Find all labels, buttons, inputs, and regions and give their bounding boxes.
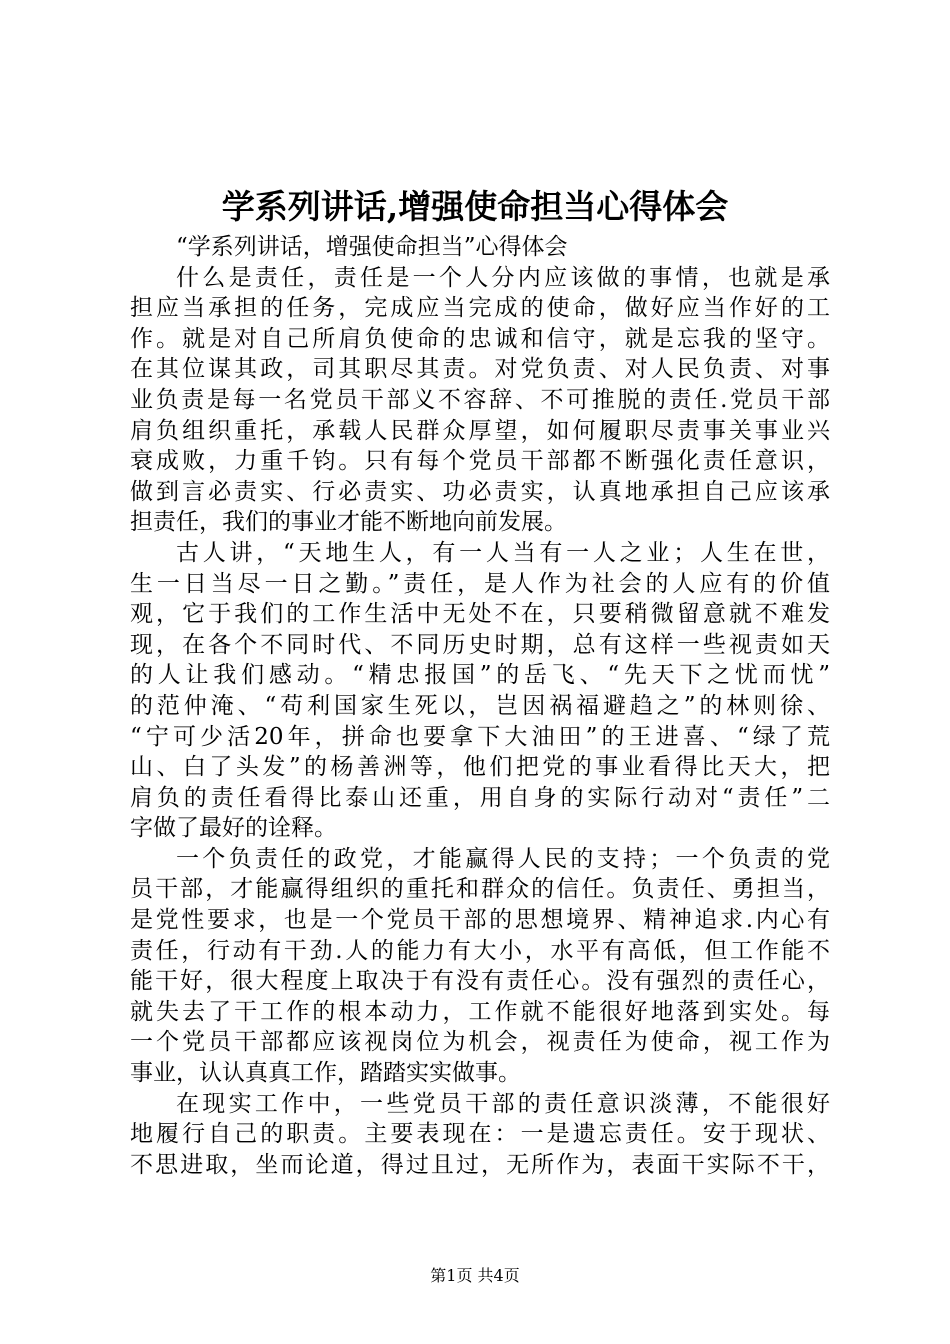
text-line: 什么是责任，责任是一个人分内应该做的事情，也就是承 xyxy=(176,264,830,291)
text-line: 衰成败，力重千钧。只有每个党员干部都不断强化责任意识， xyxy=(130,448,830,475)
text-line: 事业，认认真真工作，踏踏实实做事。 xyxy=(130,1060,521,1087)
text-line: 观，它于我们的工作生活中无处不在，只要稍微留意就不难发 xyxy=(130,601,830,628)
text-line: 一个党员干部都应该视岗位为机会，视责任为使命，视工作为 xyxy=(130,1029,830,1056)
text-line: 的人让我们感动。“精忠报国”的岳飞、“先天下之忧而忧” xyxy=(130,662,830,689)
text-line: 一个负责任的政党，才能赢得人民的支持；一个负责的党 xyxy=(176,845,830,872)
text-line: 肩负的责任看得比泰山还重，用自身的实际行动对“责任”二 xyxy=(130,784,830,811)
text-line: 地履行自己的职责。主要表现在：一是遗忘责任。安于现状、 xyxy=(130,1121,830,1148)
text-line: 生一日当尽一日之勤。”责任，是人作为社会的人应有的价值 xyxy=(130,570,830,597)
document-title: 学系列讲话,增强使命担当心得体会 xyxy=(221,187,729,226)
text-line: 就失去了干工作的根本动力，工作就不能很好地落到实处。每 xyxy=(130,998,830,1025)
text-line: 山、白了头发”的杨善洲等，他们把党的事业看得比天大，把 xyxy=(130,754,830,781)
document-body xyxy=(130,232,830,1180)
text-line: 责任，行动有干劲.人的能力有大小，水平有高低，但工作能不 xyxy=(130,937,830,964)
text-line: 作。就是对自己所肩负使命的忠诚和信守，就是忘我的坚守。 xyxy=(130,325,830,352)
text-line: “宁可少活20年，拼命也要拿下大油田”的王进喜、“绿了荒 xyxy=(130,723,830,750)
text-line: 业负责是每一名党员干部义不容辞、不可推脱的责任.党员干部 xyxy=(130,386,830,413)
text-line: 在其位谋其政，司其职尽其责。对党负责、对人民负责、对事 xyxy=(130,356,830,383)
text-line: 不思进取，坐而论道，得过且过，无所作为，表面干实际不干， xyxy=(130,1151,830,1178)
text-line: 员干部，才能赢得组织的重托和群众的信任。负责任、勇担当， xyxy=(130,876,830,903)
text-line: 是党性要求，也是一个党员干部的思想境界、精神追求.内心有 xyxy=(130,907,830,934)
text-line: 担责任，我们的事业才能不断地向前发展。 xyxy=(130,509,567,536)
text-line: 古人讲，“天地生人，有一人当有一人之业；人生在世， xyxy=(176,539,830,566)
text-line: 肩负组织重托，承载人民群众厚望，如何履职尽责事关事业兴 xyxy=(130,417,830,444)
text-line: 的范仲淹、“苟利国家生死以，岂因祸福避趋之”的林则徐、 xyxy=(130,692,830,719)
text-line: 担应当承担的任务，完成应当完成的使命，做好应当作好的工 xyxy=(130,295,830,322)
text-line: 做到言必责实、行必责实、功必责实，认真地承担自己应该承 xyxy=(130,478,830,505)
text-line: 现，在各个不同时代、不同历史时期，总有这样一些视责如天 xyxy=(130,631,830,658)
text-line: 在现实工作中，一些党员干部的责任意识淡薄，不能很好 xyxy=(176,1090,830,1117)
page-number-footer: 第1页 共4页 xyxy=(430,1266,520,1285)
subtitle-line: “学系列讲话，增强使命担当”心得体会 xyxy=(176,234,568,260)
text-line: 字做了最好的诠释。 xyxy=(130,815,337,842)
text-line: 能干好，很大程度上取决于有没有责任心。没有强烈的责任心， xyxy=(130,968,830,995)
